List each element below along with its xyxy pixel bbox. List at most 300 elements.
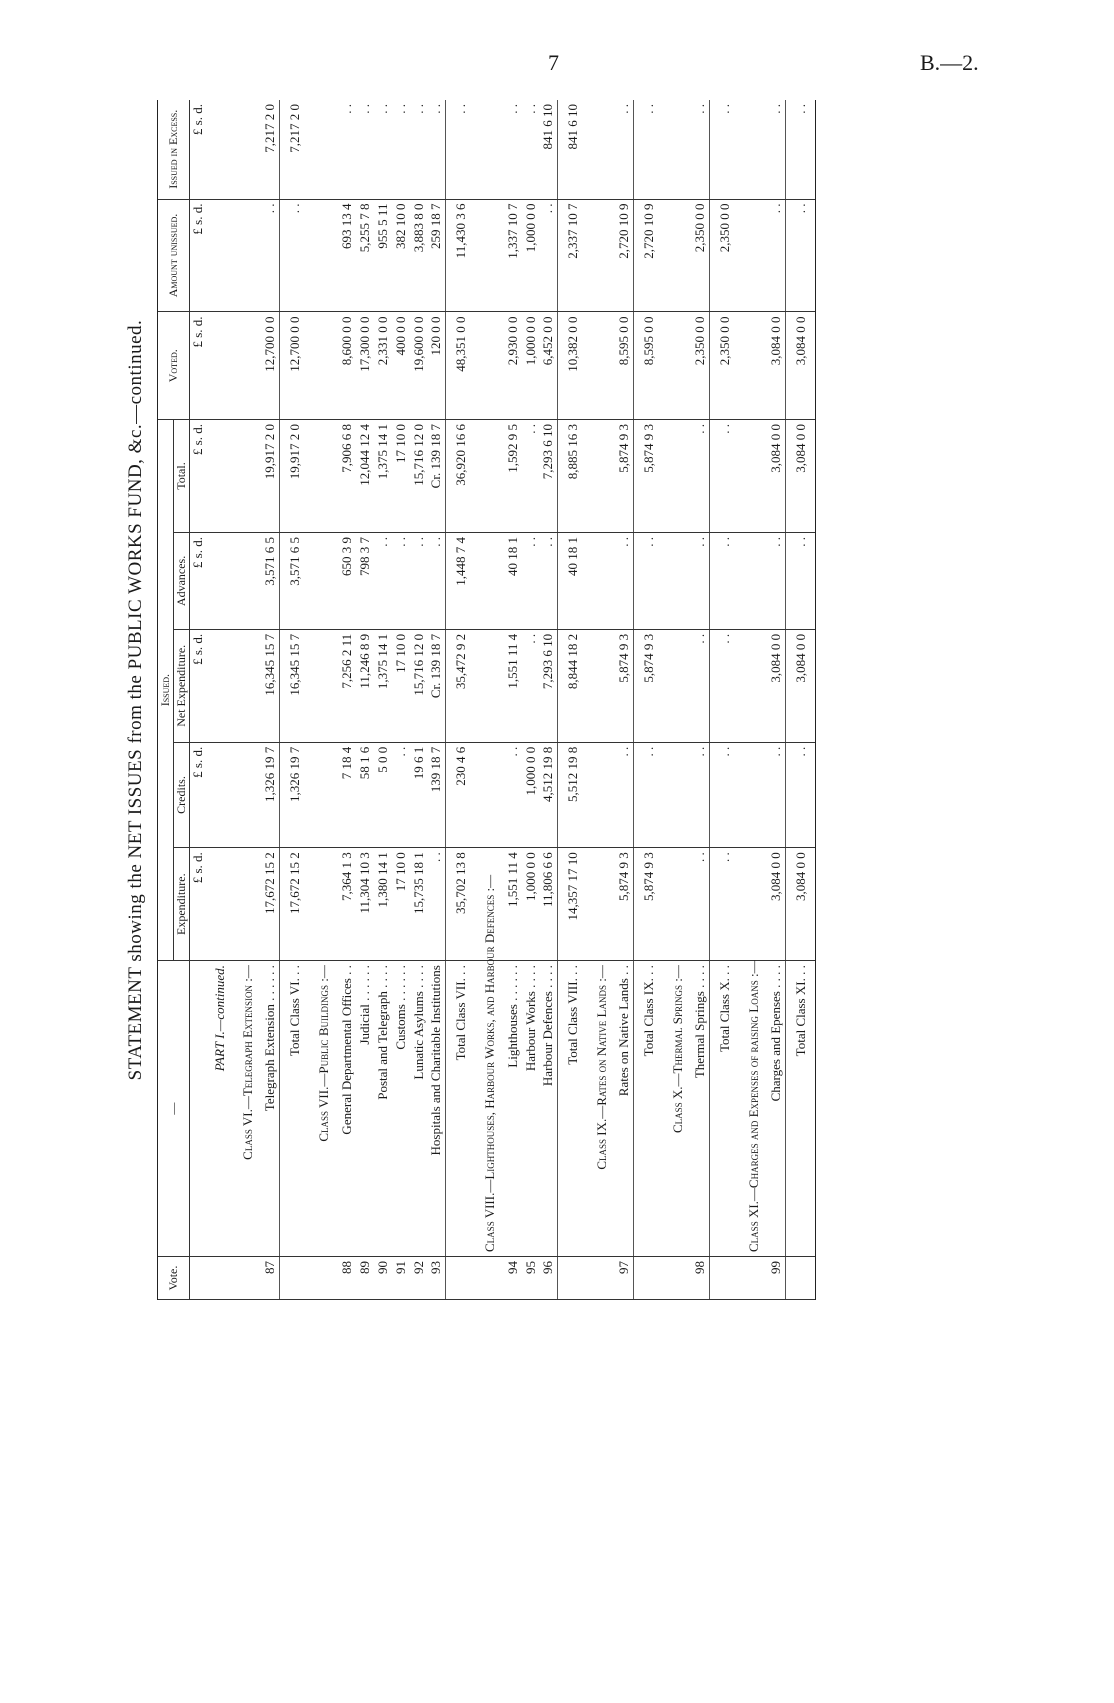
voted-cell: 48,351 0 0 <box>445 312 475 420</box>
net-expenditure-cell: 11,246 8 9 <box>355 629 373 742</box>
advances-header: Advances. <box>174 533 190 630</box>
amount-unissued-cell <box>739 199 767 312</box>
voted-cell: 120 0 0 <box>427 312 445 420</box>
amount-unissued-cell <box>587 199 615 312</box>
vote-number: 88 <box>337 1256 355 1299</box>
class-heading-row <box>739 100 767 1300</box>
total-cell: 17 10 0 <box>391 420 409 533</box>
voted-cell: 10,382 0 0 <box>557 312 587 420</box>
table-row <box>521 100 539 1300</box>
net-expenditure-cell: 3,084 0 0 <box>785 629 815 742</box>
issued-in-excess-cell: 7,217 2 0 <box>279 100 309 199</box>
advances-cell <box>663 533 691 630</box>
advances-cell: 3,571 6 5 <box>279 533 309 630</box>
expenditure-cell: . . <box>709 848 739 961</box>
issued-in-excess-cell <box>233 100 261 199</box>
issued-in-excess-cell <box>587 100 615 199</box>
credits-cell: 4,512 19 8 <box>539 742 557 847</box>
total-cell: Cr. 139 18 7 <box>427 420 445 533</box>
total-header: Total. <box>174 420 190 533</box>
total-cell <box>739 420 767 533</box>
net-expenditure-cell: 16,345 15 7 <box>279 629 309 742</box>
total-cell: 1,592 9 5 <box>503 420 521 533</box>
expenditure-cell <box>205 848 233 961</box>
vote-number <box>279 1256 309 1299</box>
table-row <box>615 100 633 1300</box>
amount-unissued-cell <box>205 199 233 312</box>
amount-unissued-cell: 382 10 0 <box>391 199 409 312</box>
credits-cell <box>475 742 503 847</box>
units-label: £ s. d. <box>190 199 206 312</box>
item-description: Postal and Telegraph . . . . <box>373 961 391 1257</box>
class-heading: Class VIII.—Lighthouses, Harbour Works, and Harbour Defences :— <box>475 961 503 1257</box>
credits-cell: 139 18 7 <box>427 742 445 847</box>
issued-in-excess-cell: . . <box>785 100 815 199</box>
total-cell <box>205 420 233 533</box>
issued-in-excess-cell <box>309 100 337 199</box>
credits-cell: 1,326 19 7 <box>279 742 309 847</box>
vote-number <box>633 1256 663 1299</box>
total-row <box>633 100 663 1300</box>
credits-cell <box>587 742 615 847</box>
issued-in-excess-cell: . . <box>427 100 445 199</box>
expenditure-header: Expenditure. <box>174 848 190 961</box>
credits-cell: . . <box>615 742 633 847</box>
table-row <box>427 100 445 1300</box>
expenditure-cell: 3,084 0 0 <box>785 848 815 961</box>
credits-cell: . . <box>503 742 521 847</box>
issued-in-excess-cell <box>663 100 691 199</box>
total-cell: 3,084 0 0 <box>767 420 785 533</box>
credits-cell: 230 4 6 <box>445 742 475 847</box>
net-expenditure-cell: 17 10 0 <box>391 629 409 742</box>
net-expenditure-cell: . . <box>709 629 739 742</box>
total-cell: . . <box>691 420 709 533</box>
class-heading-row <box>475 100 503 1300</box>
net-expenditure-cell: 1,375 14 1 <box>373 629 391 742</box>
total-label: Total Class X. . . <box>709 961 739 1257</box>
statement-table <box>157 100 816 1300</box>
class-heading: Class IX.—Rates on Native Lands :— <box>587 961 615 1257</box>
total-cell: 5,874 9 3 <box>633 420 663 533</box>
vote-number: 99 <box>767 1256 785 1299</box>
credits-cell <box>663 742 691 847</box>
issued-in-excess-cell: . . <box>337 100 355 199</box>
credits-cell <box>205 742 233 847</box>
expenditure-cell <box>587 848 615 961</box>
net-expenditure-header: Net Expenditure. <box>174 629 190 742</box>
advances-cell: . . <box>539 533 557 630</box>
issued-in-excess-cell: . . <box>633 100 663 199</box>
amount-unissued-cell: . . <box>261 199 279 312</box>
expenditure-cell: 5,874 9 3 <box>615 848 633 961</box>
vote-number: 98 <box>691 1256 709 1299</box>
voted-cell <box>739 312 767 420</box>
voted-cell: 2,350 0 0 <box>709 312 739 420</box>
vote-number <box>663 1256 691 1299</box>
table-row <box>261 100 279 1300</box>
units-label: £ s. d. <box>190 100 206 199</box>
advances-cell <box>475 533 503 630</box>
advances-cell: . . <box>709 533 739 630</box>
advances-cell: . . <box>373 533 391 630</box>
total-cell <box>475 420 503 533</box>
net-expenditure-cell: Cr. 139 18 7 <box>427 629 445 742</box>
total-label: Total Class XI. . . <box>785 961 815 1257</box>
vote-number: 92 <box>409 1256 427 1299</box>
total-row <box>557 100 587 1300</box>
credits-cell: 7 18 4 <box>337 742 355 847</box>
vote-number <box>557 1256 587 1299</box>
item-description: General Departmental Offices . . <box>337 961 355 1257</box>
statement-title: STATEMENT showing the NET ISSUES from the PUBLIC WORKS FUND, &c.—continued. <box>125 319 146 1081</box>
voted-cell <box>587 312 615 420</box>
advances-cell: . . <box>391 533 409 630</box>
net-expenditure-cell: 8,844 18 2 <box>557 629 587 742</box>
expenditure-cell: . . <box>691 848 709 961</box>
credits-cell: 1,000 0 0 <box>521 742 539 847</box>
units-label: £ s. d. <box>190 533 206 630</box>
table-row <box>337 100 355 1300</box>
advances-cell: 40 18 1 <box>503 533 521 630</box>
item-description: Thermal Springs . . . . <box>691 961 709 1257</box>
part-heading: PART I.—continued. <box>205 961 233 1257</box>
expenditure-cell: 5,874 9 3 <box>633 848 663 961</box>
amount-unissued-cell <box>233 199 261 312</box>
advances-cell <box>587 533 615 630</box>
class-heading-row <box>587 100 615 1300</box>
vote-number <box>309 1256 337 1299</box>
net-expenditure-cell <box>475 629 503 742</box>
vote-number: 96 <box>539 1256 557 1299</box>
advances-cell: . . <box>691 533 709 630</box>
expenditure-cell: 17,672 15 2 <box>261 848 279 961</box>
vote-number <box>205 1256 233 1299</box>
amount-unissued-cell: 2,720 10 9 <box>633 199 663 312</box>
net-expenditure-cell: 15,716 12 0 <box>409 629 427 742</box>
advances-cell: . . <box>767 533 785 630</box>
table-row <box>391 100 409 1300</box>
expenditure-cell: 1,380 14 1 <box>373 848 391 961</box>
amount-unissued-cell: . . <box>767 199 785 312</box>
expenditure-cell: . . <box>427 848 445 961</box>
units-label: £ s. d. <box>190 742 206 847</box>
issued-in-excess-cell <box>739 100 767 199</box>
class-heading-row <box>233 100 261 1300</box>
page-number: 7 <box>548 50 559 75</box>
net-expenditure-cell: 35,472 9 2 <box>445 629 475 742</box>
statement-body <box>190 100 816 1300</box>
voted-cell: 2,350 0 0 <box>691 312 709 420</box>
total-cell: 8,885 16 3 <box>557 420 587 533</box>
credits-cell: 1,326 19 7 <box>261 742 279 847</box>
voted-cell: 1,000 0 0 <box>521 312 539 420</box>
voted-header: Voted. <box>158 312 190 420</box>
table-row <box>767 100 785 1300</box>
issued-in-excess-cell: . . <box>445 100 475 199</box>
net-expenditure-cell: 7,256 2 11 <box>337 629 355 742</box>
total-row <box>279 100 309 1300</box>
total-cell: 36,920 16 6 <box>445 420 475 533</box>
credits-cell: 58 1 6 <box>355 742 373 847</box>
vote-number: 93 <box>427 1256 445 1299</box>
class-heading: Class VI.—Telegraph Extension :— <box>233 961 261 1257</box>
amount-unissued-cell: 2,350 0 0 <box>691 199 709 312</box>
expenditure-cell: 14,357 17 10 <box>557 848 587 961</box>
amount-unissued-cell: 2,720 10 9 <box>615 199 633 312</box>
vote-number: 97 <box>615 1256 633 1299</box>
expenditure-cell: 11,806 6 6 <box>539 848 557 961</box>
issued-in-excess-cell: . . <box>709 100 739 199</box>
units-label: £ s. d. <box>190 629 206 742</box>
amount-unissued-cell <box>309 199 337 312</box>
amount-unissued-cell <box>475 199 503 312</box>
issued-in-excess-cell: . . <box>409 100 427 199</box>
advances-cell: 3,571 6 5 <box>261 533 279 630</box>
total-label: Total Class IX. . . <box>633 961 663 1257</box>
advances-cell: . . <box>785 533 815 630</box>
voted-cell <box>663 312 691 420</box>
credits-cell <box>233 742 261 847</box>
advances-cell: 798 3 7 <box>355 533 373 630</box>
vote-number <box>785 1256 815 1299</box>
advances-cell: . . <box>521 533 539 630</box>
amount-unissued-cell: . . <box>785 199 815 312</box>
expenditure-cell: 11,304 10 3 <box>355 848 373 961</box>
vote-number <box>709 1256 739 1299</box>
net-expenditure-cell <box>739 629 767 742</box>
amount-unissued-cell: 259 18 7 <box>427 199 445 312</box>
advances-cell: . . <box>409 533 427 630</box>
total-cell: 3,084 0 0 <box>785 420 815 533</box>
issued-in-excess-cell: . . <box>615 100 633 199</box>
voted-cell: 2,930 0 0 <box>503 312 521 420</box>
item-description: Customs . . . . . . <box>391 961 409 1257</box>
class-heading-row <box>309 100 337 1300</box>
net-expenditure-cell <box>233 629 261 742</box>
total-label: Total Class VI. . . <box>279 961 309 1257</box>
voted-cell <box>309 312 337 420</box>
amount-unissued-header: Amount unissued. <box>158 199 190 312</box>
credits-cell: 5,512 19 8 <box>557 742 587 847</box>
total-cell: . . <box>521 420 539 533</box>
table-row <box>373 100 391 1300</box>
amount-unissued-cell: 1,337 10 7 <box>503 199 521 312</box>
advances-cell <box>309 533 337 630</box>
class-heading: Class XI.—Charges and Expenses of raising Loans :— <box>739 961 767 1257</box>
vote-number: 91 <box>391 1256 409 1299</box>
total-cell: 1,375 14 1 <box>373 420 391 533</box>
total-row <box>445 100 475 1300</box>
total-cell <box>309 420 337 533</box>
item-description: Hospitals and Charitable Institutions <box>427 961 445 1257</box>
advances-cell: 650 3 9 <box>337 533 355 630</box>
credits-cell: 5 0 0 <box>373 742 391 847</box>
net-expenditure-cell: 1,551 11 4 <box>503 629 521 742</box>
voted-cell: 3,084 0 0 <box>785 312 815 420</box>
voted-cell: 400 0 0 <box>391 312 409 420</box>
class-heading: Class X.—Thermal Springs :— <box>663 961 691 1257</box>
issued-in-excess-cell: . . <box>355 100 373 199</box>
advances-cell: 1,448 7 4 <box>445 533 475 630</box>
units-label: £ s. d. <box>190 848 206 961</box>
expenditure-cell <box>663 848 691 961</box>
total-cell: 7,293 6 10 <box>539 420 557 533</box>
vote-number <box>445 1256 475 1299</box>
vote-number <box>739 1256 767 1299</box>
voted-cell: 8,595 0 0 <box>633 312 663 420</box>
item-description: Judicial . . . . . . <box>355 961 373 1257</box>
credits-cell <box>309 742 337 847</box>
header-row-1 <box>158 100 174 1300</box>
table-row <box>409 100 427 1300</box>
issued-in-excess-cell: 7,217 2 0 <box>261 100 279 199</box>
total-label: Total Class VII. . . <box>445 961 475 1257</box>
item-description: Telegraph Extension . . . . . . <box>261 961 279 1257</box>
voted-cell: 2,331 0 0 <box>373 312 391 420</box>
voted-cell: 6,452 0 0 <box>539 312 557 420</box>
vote-number: 89 <box>355 1256 373 1299</box>
issued-in-excess-header: Issued in Excess. <box>158 100 190 199</box>
advances-cell: . . <box>427 533 445 630</box>
expenditure-cell: 1,000 0 0 <box>521 848 539 961</box>
net-expenditure-cell <box>663 629 691 742</box>
credits-cell: 19 6 1 <box>409 742 427 847</box>
rotated-statement <box>125 100 1005 1300</box>
net-expenditure-cell: 5,874 9 3 <box>615 629 633 742</box>
expenditure-cell: 3,084 0 0 <box>767 848 785 961</box>
amount-unissued-cell: 2,337 10 7 <box>557 199 587 312</box>
expenditure-cell: 17 10 0 <box>391 848 409 961</box>
issued-in-excess-cell: 841 6 10 <box>539 100 557 199</box>
vote-number <box>587 1256 615 1299</box>
amount-unissued-cell: 11,430 3 6 <box>445 199 475 312</box>
units-row <box>190 100 206 1300</box>
issued-in-excess-cell: . . <box>373 100 391 199</box>
amount-unissued-cell: . . <box>539 199 557 312</box>
expenditure-cell <box>739 848 767 961</box>
voted-cell <box>233 312 261 420</box>
voted-cell: 12,700 0 0 <box>279 312 309 420</box>
issued-in-excess-cell: . . <box>767 100 785 199</box>
total-cell: 7,906 6 8 <box>337 420 355 533</box>
advances-cell <box>205 533 233 630</box>
vote-number: 90 <box>373 1256 391 1299</box>
total-row <box>785 100 815 1300</box>
description-header: — <box>158 961 190 1257</box>
voted-cell: 3,084 0 0 <box>767 312 785 420</box>
issued-in-excess-cell: . . <box>503 100 521 199</box>
expenditure-cell: 17,672 15 2 <box>279 848 309 961</box>
page-reference: B.—2. <box>920 50 979 75</box>
advances-cell: . . <box>633 533 663 630</box>
class-heading-row <box>663 100 691 1300</box>
voted-cell: 17,300 0 0 <box>355 312 373 420</box>
item-description: Rates on Native Lands . . <box>615 961 633 1257</box>
amount-unissued-cell: 1,000 0 0 <box>521 199 539 312</box>
voted-cell: 19,600 0 0 <box>409 312 427 420</box>
net-expenditure-cell: . . <box>691 629 709 742</box>
expenditure-cell: 7,364 1 3 <box>337 848 355 961</box>
total-row <box>709 100 739 1300</box>
vote-number <box>233 1256 261 1299</box>
credits-cell <box>739 742 767 847</box>
expenditure-cell: 15,735 18 1 <box>409 848 427 961</box>
table-row <box>355 100 373 1300</box>
net-expenditure-cell <box>205 629 233 742</box>
total-cell: 19,917 2 0 <box>279 420 309 533</box>
advances-cell: . . <box>615 533 633 630</box>
table-row <box>691 100 709 1300</box>
voted-cell: 8,595 0 0 <box>615 312 633 420</box>
credits-cell: . . <box>633 742 663 847</box>
total-cell: 12,044 12 4 <box>355 420 373 533</box>
amount-unissued-cell: 693 13 4 <box>337 199 355 312</box>
net-expenditure-cell <box>587 629 615 742</box>
advances-cell: 40 18 1 <box>557 533 587 630</box>
voted-cell <box>205 312 233 420</box>
vote-number <box>475 1256 503 1299</box>
issued-in-excess-cell: . . <box>391 100 409 199</box>
amount-unissued-cell: 3,883 8 0 <box>409 199 427 312</box>
credits-header: Credits. <box>174 742 190 847</box>
item-description: Harbour Defences . . . . <box>539 961 557 1257</box>
units-label: £ s. d. <box>190 312 206 420</box>
amount-unissued-cell: 5,255 7 8 <box>355 199 373 312</box>
total-cell <box>587 420 615 533</box>
credits-cell: . . <box>785 742 815 847</box>
issued-in-excess-cell <box>205 100 233 199</box>
issued-in-excess-cell: . . <box>691 100 709 199</box>
item-description: Lunatic Asylums . . . . <box>409 961 427 1257</box>
net-expenditure-cell <box>309 629 337 742</box>
net-expenditure-cell: 5,874 9 3 <box>633 629 663 742</box>
issued-in-excess-cell: . . <box>521 100 539 199</box>
total-cell: . . <box>709 420 739 533</box>
expenditure-cell <box>233 848 261 961</box>
expenditure-cell: 35,702 13 8 <box>445 848 475 961</box>
vote-number: 95 <box>521 1256 539 1299</box>
class-heading: Class VII.—Public Buildings :— <box>309 961 337 1257</box>
credits-cell: . . <box>691 742 709 847</box>
total-label: Total Class VIII. . . <box>557 961 587 1257</box>
total-cell: 5,874 9 3 <box>615 420 633 533</box>
amount-unissued-cell: 2,350 0 0 <box>709 199 739 312</box>
issued-header: Issued. <box>158 420 174 961</box>
table-row <box>503 100 521 1300</box>
item-description: Charges and Epenses . . . . <box>767 961 785 1257</box>
voted-cell <box>475 312 503 420</box>
total-cell <box>233 420 261 533</box>
total-cell: 19,917 2 0 <box>261 420 279 533</box>
expenditure-cell: 1,551 11 4 <box>503 848 521 961</box>
amount-unissued-cell: 955 5 11 <box>373 199 391 312</box>
item-description: Harbour Works . . . . <box>521 961 539 1257</box>
credits-cell: . . <box>709 742 739 847</box>
table-row <box>539 100 557 1300</box>
part-heading-row <box>205 100 233 1300</box>
expenditure-cell <box>309 848 337 961</box>
net-expenditure-cell: . . <box>521 629 539 742</box>
total-cell: 15,716 12 0 <box>409 420 427 533</box>
issued-in-excess-cell <box>475 100 503 199</box>
net-expenditure-cell: 3,084 0 0 <box>767 629 785 742</box>
voted-cell: 8,600 0 0 <box>337 312 355 420</box>
advances-cell <box>739 533 767 630</box>
item-description: Lighthouses . . . . . . <box>503 961 521 1257</box>
amount-unissued-cell: . . <box>279 199 309 312</box>
net-expenditure-cell: 7,293 6 10 <box>539 629 557 742</box>
